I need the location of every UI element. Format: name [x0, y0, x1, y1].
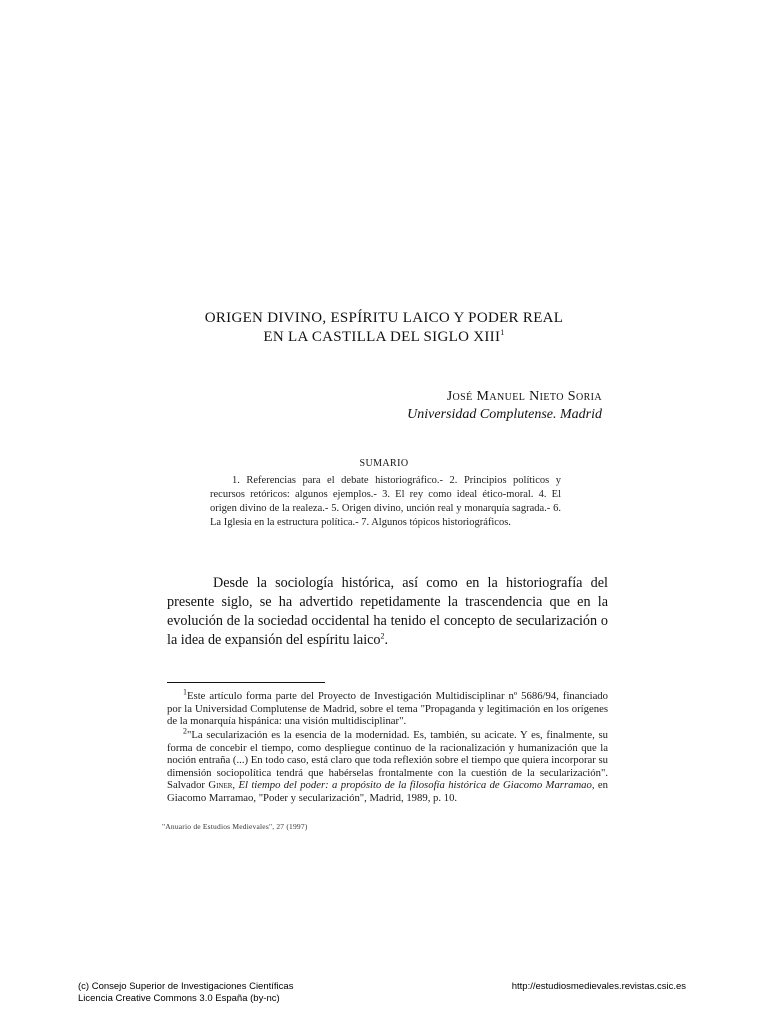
article-title-line-2: EN LA CASTILLA DEL SIGLO XIII$^1$ — [263, 328, 505, 345]
license-line-2: Licencia Creative Commons 3.0 España (by-nc) — [78, 993, 280, 1004]
journal-url-link[interactable]: http://estudiosmedievales.revistas.csic.es — [511, 981, 686, 992]
title-footnote-ref[interactable]: 1 — [500, 328, 505, 337]
paragraph-footnote-ref[interactable]: 2 — [380, 631, 385, 641]
journal-reference: "Anuario de Estudios Medievales", 27 (1997) — [162, 822, 308, 831]
article-title-line-1: ORIGEN DIVINO, ESPÍRITU LAICO Y PODER REAL — [204, 310, 564, 326]
license-notice — [78, 981, 293, 1005]
footnote-1: $^1$Este artículo forma parte del Proyecto de Investigación Multidisciplinar nº 5686/94, financiado por la Universidad Complutense de Madrid, sobre el tema "Propaganda y legitimación en los orígenes de la monarquía hispánica: una visión multidisciplinar". — [167, 687, 608, 727]
body-paragraph: Desde la sociología histórica, así como en la historiografía del presente siglo, se ha advertido repetidamente la trascendencia que en la evolución de la sociedad occidental ha tenido el concepto de secularización o la idea de expansión del espíritu laico$^2$. — [167, 575, 608, 648]
sumario-heading: SUMARIO — [359, 458, 409, 469]
license-line-1: (c) Consejo Superior de Investigaciones Científicas — [78, 981, 294, 992]
footnote-divider — [167, 682, 325, 683]
sumario-text: 1. Referencias para el debate historiográfico.- 2. Principios políticos y recursos retóricos: algunos ejemplos.- 3. El rey como ideal ético-moral. 4. El origen divino de la realeza.- 5. Origen divino, unción real y monarquía sagrada.- 6. La Iglesia en la estructura política.- 7. Algunos tópicos historiográficos. — [210, 475, 561, 528]
author-affiliation: Universidad Complutense. Madrid — [407, 407, 602, 422]
author-name: José Manuel Nieto Soria — [446, 389, 602, 404]
footnote-2: $^2$"La secularización es la esencia de la modernidad. Es, también, su acicate. Y es, finalmente, su forma de concebir el tiempo, como despliegue continuo de la racionalización y humanización que la noción entraña (...) En todo caso, está claro que toda reflexión sobre el tiempo que quiera incorporar su dimensión sociopolítica tendrá que habérselas frontalmente con la cuestión de la secularización". Salvador Giner, El tiempo del poder: a propósito de la filosofía histórica de Giacomo Marramao, en Giacomo Marramao, "Poder y secularización", Madrid, 1989, p. 10. — [167, 726, 608, 804]
